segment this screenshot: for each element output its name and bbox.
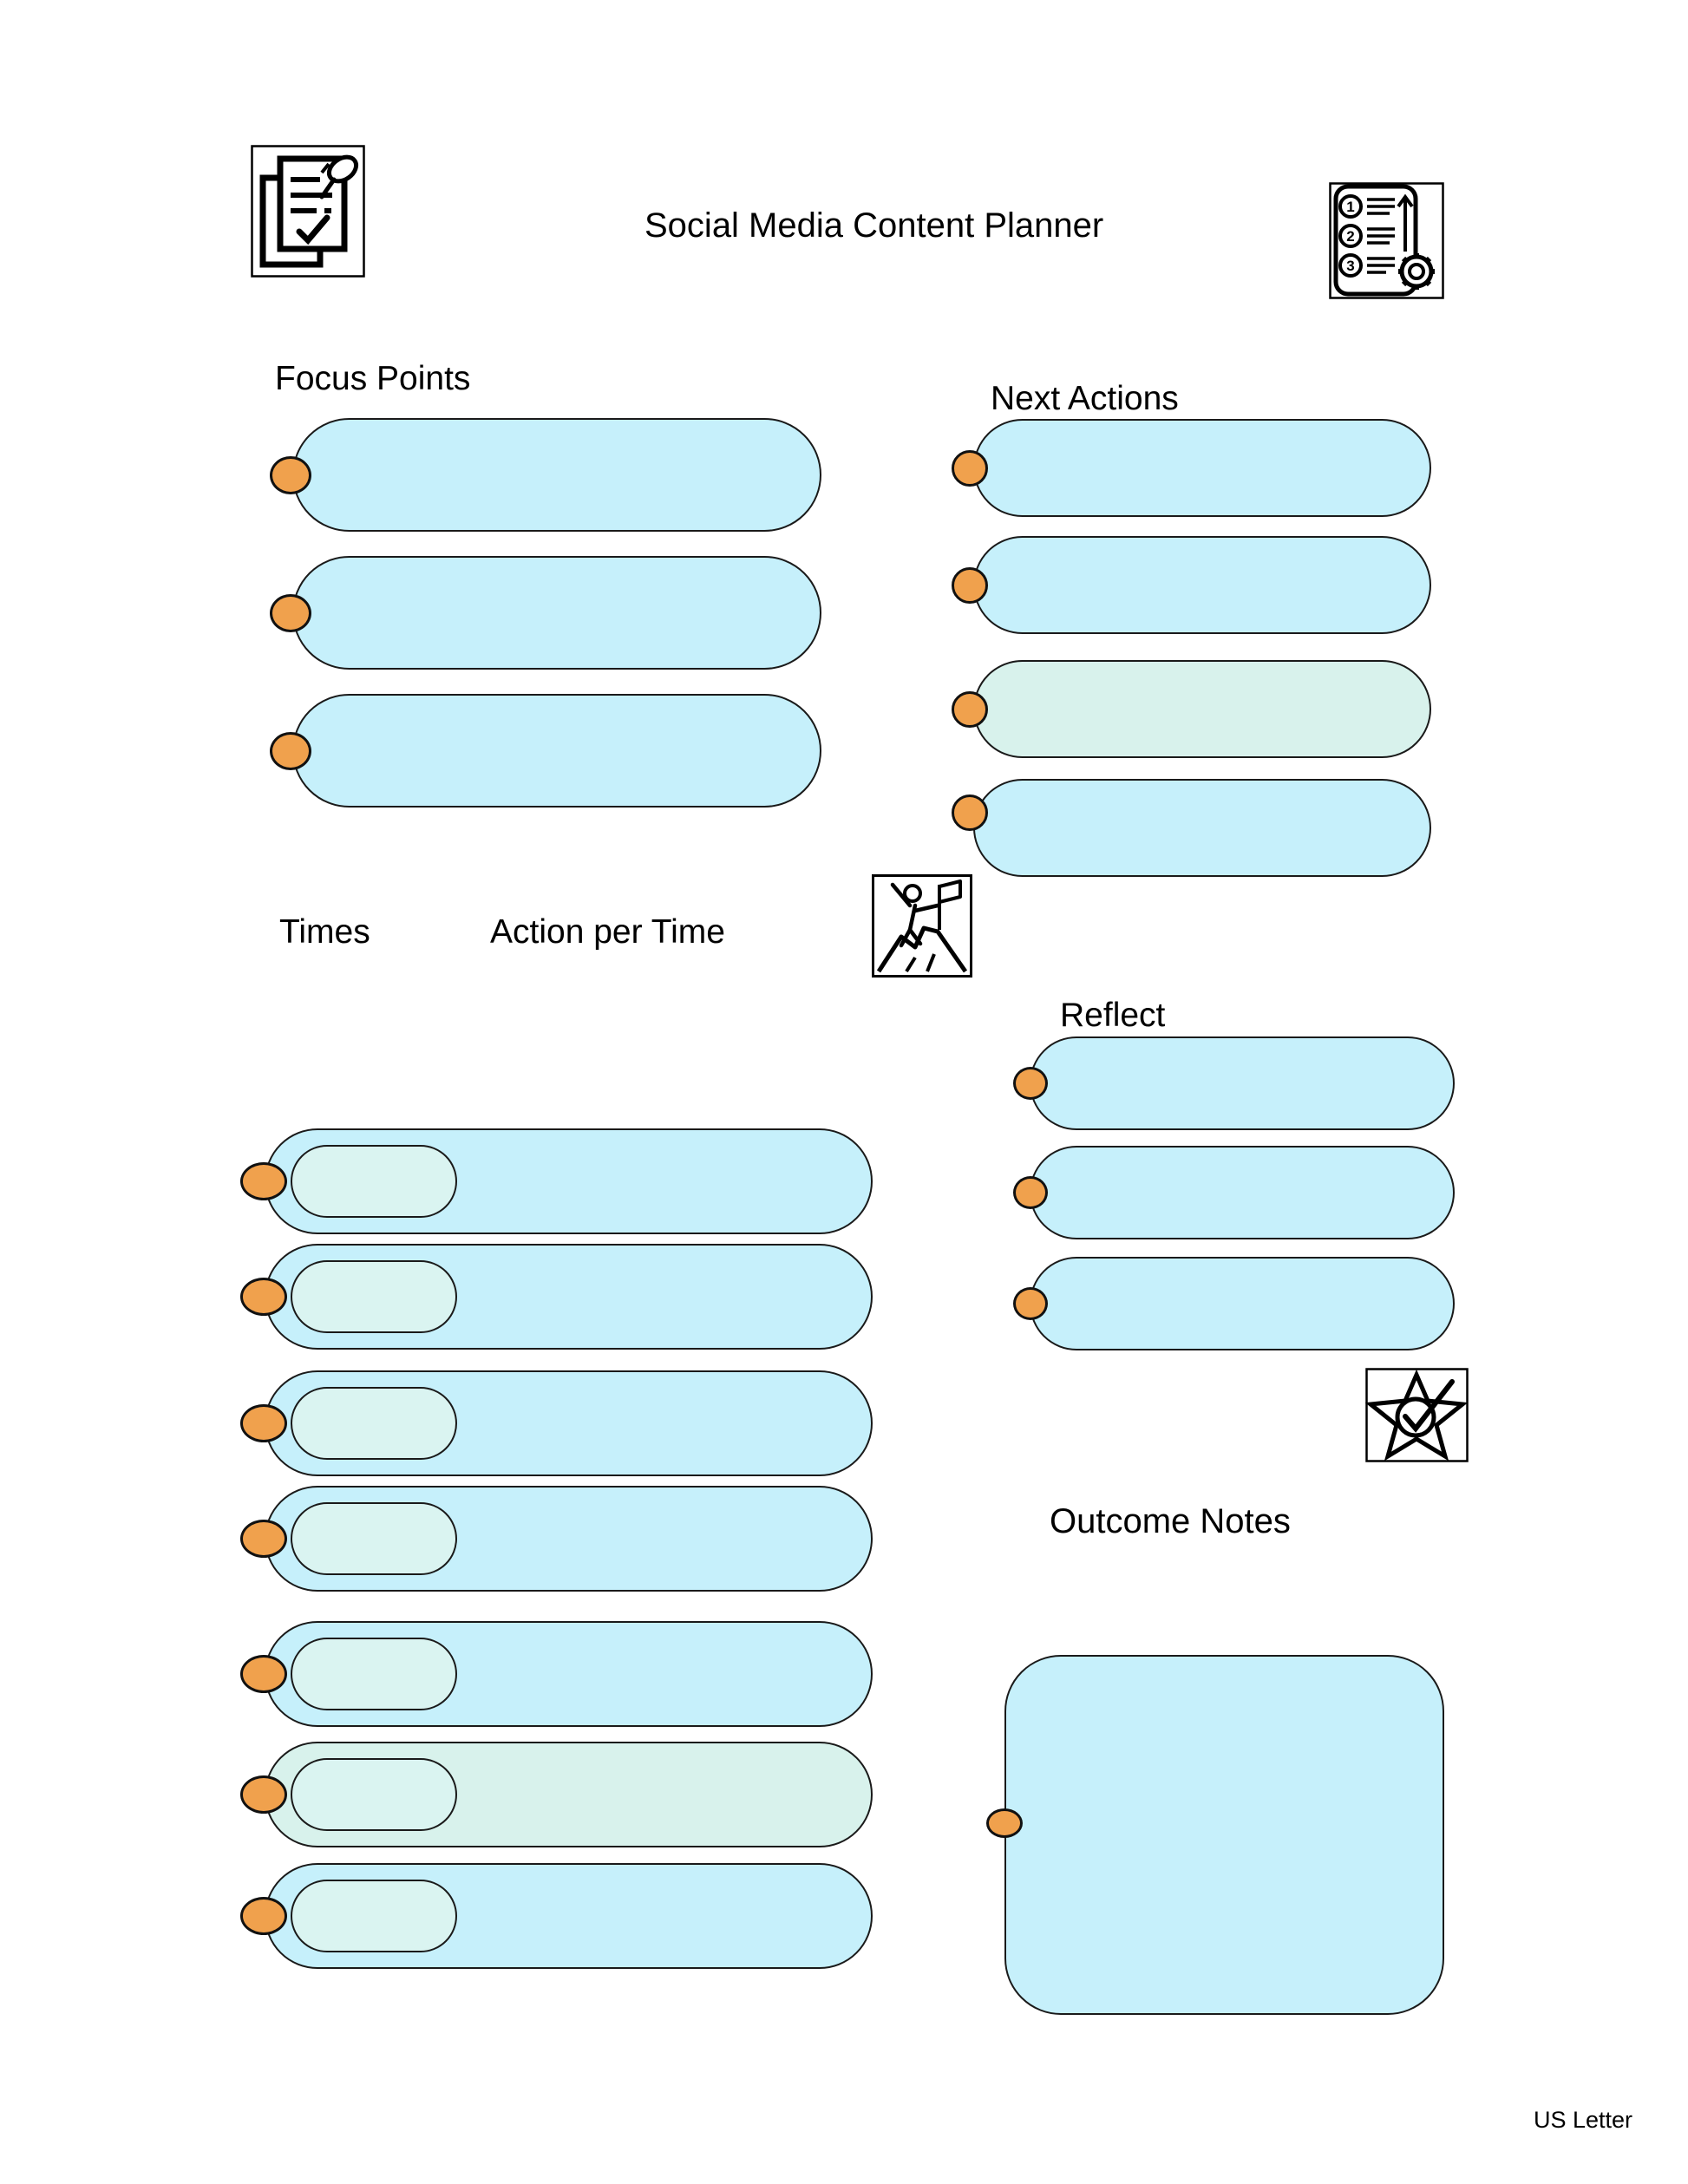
- bullet-dot: [240, 1404, 287, 1442]
- action-per-time-row[interactable]: [265, 1621, 873, 1727]
- times-label: Times: [279, 913, 370, 951]
- next-action-field[interactable]: [973, 536, 1431, 634]
- star-check-icon: [1365, 1368, 1469, 1462]
- action-per-time-row[interactable]: [265, 1244, 873, 1350]
- next-action-field[interactable]: [973, 419, 1431, 517]
- bullet-dot: [1013, 1067, 1048, 1100]
- reflect-field[interactable]: [1030, 1146, 1455, 1239]
- action-per-time-row[interactable]: [265, 1370, 873, 1476]
- time-field[interactable]: [291, 1387, 457, 1460]
- next-action-field[interactable]: [973, 779, 1431, 877]
- bullet-dot: [240, 1162, 287, 1200]
- bullet-dot: [952, 567, 988, 604]
- bullet-dot: [240, 1775, 287, 1814]
- action-per-time-row[interactable]: [265, 1486, 873, 1592]
- bullet-dot: [952, 794, 988, 831]
- bullet-dot: [240, 1278, 287, 1316]
- bullet-dot: [270, 594, 311, 632]
- reflect-field[interactable]: [1030, 1036, 1455, 1130]
- action-per-time-row[interactable]: [265, 1128, 873, 1234]
- bullet-dot: [1013, 1176, 1048, 1209]
- focus-points-label: Focus Points: [275, 360, 471, 397]
- outcome-notes-box[interactable]: [1004, 1655, 1444, 2015]
- time-field[interactable]: [291, 1260, 457, 1333]
- time-field[interactable]: [291, 1758, 457, 1831]
- outcome-notes-label: Outcome Notes: [1050, 1502, 1291, 1540]
- time-field[interactable]: [291, 1880, 457, 1952]
- next-action-field[interactable]: [973, 660, 1431, 758]
- focus-point-field[interactable]: [292, 418, 821, 532]
- bullet-dot: [952, 691, 988, 728]
- time-field[interactable]: [291, 1145, 457, 1218]
- reflect-field[interactable]: [1030, 1257, 1455, 1350]
- bullet-dot: [1013, 1287, 1048, 1320]
- paper-size-label: US Letter: [1534, 2107, 1633, 2133]
- svg-text:1: 1: [1346, 199, 1355, 215]
- action-per-time-row[interactable]: [265, 1863, 873, 1969]
- action-per-time-row[interactable]: [265, 1742, 873, 1847]
- focus-point-field[interactable]: [292, 694, 821, 808]
- reflect-label: Reflect: [1060, 997, 1166, 1034]
- next-actions-label: Next Actions: [991, 380, 1179, 417]
- bullet-dot: [986, 1808, 1023, 1838]
- time-field[interactable]: [291, 1638, 457, 1710]
- bullet-dot: [240, 1897, 287, 1935]
- page-title: Social Media Content Planner: [644, 206, 1104, 245]
- bullet-dot: [270, 732, 311, 770]
- bullet-dot: [952, 450, 988, 487]
- pinned-notes-icon: [251, 145, 365, 278]
- svg-text:3: 3: [1346, 258, 1355, 274]
- svg-text:2: 2: [1346, 228, 1355, 245]
- action-per-time-label: Action per Time: [490, 913, 725, 951]
- time-field[interactable]: [291, 1502, 457, 1575]
- bullet-dot: [240, 1655, 287, 1693]
- bullet-dot: [240, 1520, 287, 1558]
- mountain-summit-flag-icon: [872, 874, 972, 978]
- numbered-steps-gear-icon: [1329, 182, 1444, 299]
- focus-point-field[interactable]: [292, 556, 821, 670]
- bullet-dot: [270, 456, 311, 494]
